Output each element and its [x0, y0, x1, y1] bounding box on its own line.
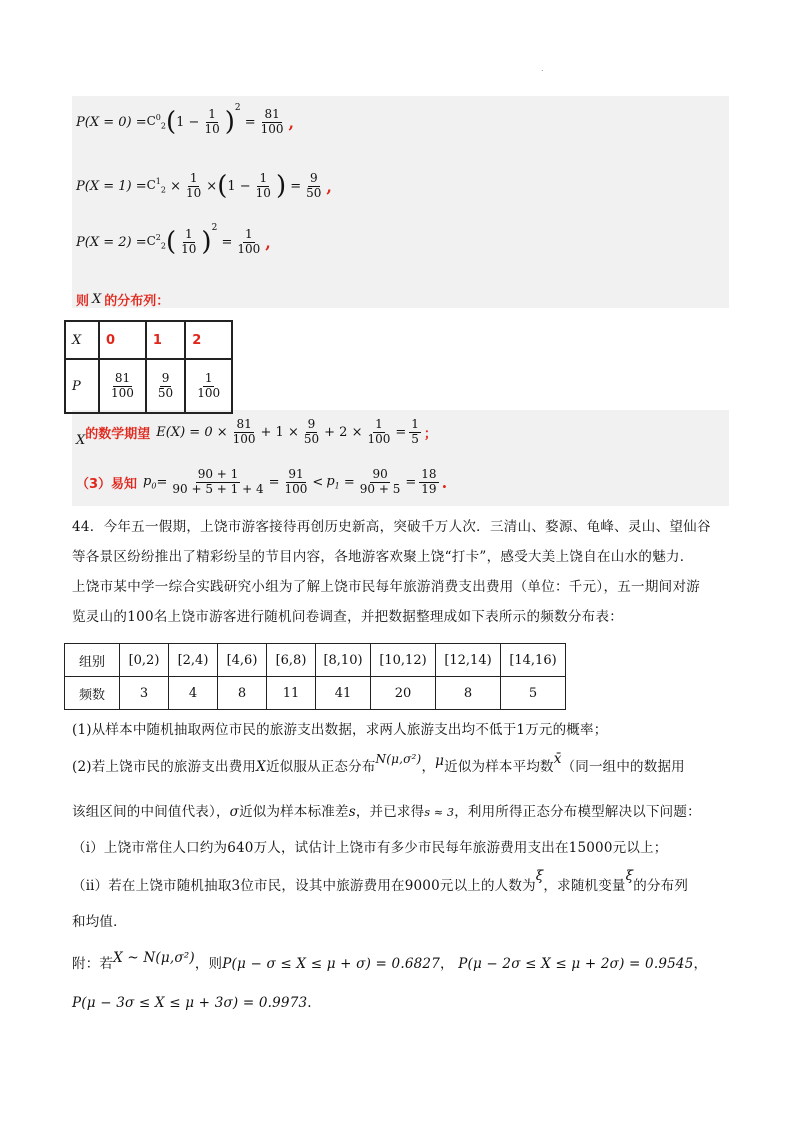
- fraction: $\frac{90}{90 + 5}$: [359, 466, 401, 496]
- part3-label: （3）易知: [76, 476, 138, 492]
- fraction: $\frac{1}{10}$: [186, 170, 202, 200]
- table-row: [65, 677, 566, 710]
- table-cell: 4: [169, 677, 218, 710]
- part3-line: （3）易知 $p_0$ = $\frac{90 + 1}{90 + 5 + 1 + 4}$ = $\frac{91}{100}$ < $p_1$ = $\frac{90}{90 + 5}$ = $\frac{18}{19}$ .: [76, 466, 448, 496]
- fraction-result: $\frac{1}{100}$: [237, 226, 261, 256]
- comma: ,: [288, 112, 295, 132]
- expectation-label: 的数学期望: [85, 426, 151, 442]
- fraction-result: $\frac{81}{100}$: [260, 106, 284, 136]
- table-cell: $\frac{81}{100}$: [99, 359, 146, 413]
- formula-paren-text: 1 −: [176, 114, 200, 130]
- fraction: $\frac{1}{10}$: [255, 170, 271, 200]
- p1-symbol: $p_1$: [326, 473, 340, 491]
- table-cell: [12,14): [436, 644, 501, 677]
- reference-line-2: P(μ − 3σ ≤ X ≤ μ + 3σ) = 0.9973.: [72, 995, 312, 1011]
- table-cell: 0: [99, 321, 146, 359]
- fraction: $\frac{9}{50}$: [303, 416, 320, 446]
- exponent: 2: [234, 103, 241, 113]
- table-cell: 2: [185, 321, 232, 359]
- formula-p2: P(X = 2) = $C^2_2$ ( $\frac{1}{10}$ ) 2 = $\frac{1}{100}$ ,: [76, 223, 271, 257]
- combination: $C^1_2$: [146, 177, 166, 195]
- table-cell: [4,6): [218, 644, 267, 677]
- expectation-line: X 的数学期望 E(X) = 0 × $\frac{81}{100}$ + 1 × $\frac{9}{50}$ + 2 × $\frac{1}{100}$ = $\frac{1}{5}$ ；: [76, 416, 437, 448]
- table-cell: [6,8): [267, 644, 316, 677]
- header-dot: .: [541, 64, 544, 73]
- table-cell: [8,10): [316, 644, 371, 677]
- formula-paren-text: 1 −: [227, 178, 251, 194]
- table-cell: 41: [316, 677, 371, 710]
- fraction: $\frac{91}{100}$: [284, 466, 308, 496]
- question-ii-line-2: 和均值．: [72, 914, 127, 930]
- table-cell: [14,16): [501, 644, 566, 677]
- intro-line: 览灵山的100名上饶市游客进行随机问卷调查，并把数据整理成如下表所示的频数分布表：: [72, 609, 624, 625]
- fraction: $\frac{1}{10}$: [181, 226, 197, 256]
- expectation-lhs: E(X) = 0 ×: [156, 424, 228, 440]
- table-cell: [10,12): [371, 644, 436, 677]
- table-cell: [2,4): [169, 644, 218, 677]
- fraction: $\frac{90 + 1}{90 + 5 + 1 + 4}$: [172, 466, 264, 496]
- table-cell: X: [65, 321, 99, 359]
- intro-line: 等各景区纷纷推出了精彩纷呈的节目内容，各地游客欢聚上饶“打卡”，感受大美上饶自在山水的魅力．: [72, 549, 694, 565]
- comma: ,: [326, 176, 332, 196]
- intro-line: 上饶市某中学一综合实践研究小组为了解上饶市民每年旅游消费支出费用（单位：千元），五一期间对游: [72, 579, 701, 595]
- fraction: $\frac{1}{10}$: [204, 106, 220, 136]
- exponent: 2: [211, 223, 218, 233]
- table-row: [65, 359, 232, 413]
- formula-p1: P(X = 1) = $C^1_2$ × $\frac{1}{10}$ × ( 1 − $\frac{1}{10}$ ) = $\frac{9}{50}$ ,: [76, 170, 332, 201]
- table-cell: 11: [267, 677, 316, 710]
- intro-line: 44．今年五一假期，上饶市游客接待再创历史新高，突破千万人次．三清山、婺源、龟峰、灵山、望仙谷: [72, 519, 711, 535]
- fraction-result: $\frac{1}{5}$: [411, 416, 419, 446]
- table-cell: 1: [146, 321, 185, 359]
- expectation-var: X: [76, 432, 86, 448]
- distribution-table: [64, 320, 233, 414]
- formula-lhs: P(X = 2) =: [76, 234, 147, 250]
- table-cell: 8: [436, 677, 501, 710]
- table-cell: $\frac{9}{50}$: [146, 359, 185, 413]
- fraction: $\frac{81}{100}$: [232, 416, 256, 446]
- distribution-heading: 则 X 的分布列：: [76, 292, 170, 309]
- table-cell: [0,2): [120, 644, 169, 677]
- frequency-table: [64, 643, 566, 710]
- problem44-intro: [72, 512, 732, 632]
- table-cell: 5: [501, 677, 566, 710]
- formula-lhs: P(X = 0) =: [76, 114, 147, 130]
- fraction-result: $\frac{9}{50}$: [306, 170, 322, 200]
- table-cell: $\frac{1}{100}$: [185, 359, 232, 413]
- question-1: (1)从样本中随机抽取两位市民的旅游支出数据，求两人旅游支出均不低于1万元的概率；: [72, 722, 608, 738]
- question-ii-line-1: （ⅱ）若在上饶市随机抽取3位市民，设其中旅游费用在9000元以上的人数为ξ，求随机变量ξ的分布列: [72, 868, 689, 894]
- combination: $C^0_2$: [146, 113, 166, 131]
- table-cell: 8: [218, 677, 267, 710]
- table-row: [65, 644, 566, 677]
- formula-p0: P(X = 0) = $C^0_2$ ( 1 − $\frac{1}{10}$ ) 2 = $\frac{81}{100}$ ,: [76, 103, 295, 137]
- table-cell: 20: [371, 677, 436, 710]
- table-row: [65, 321, 232, 359]
- table-header-cell: 组别: [65, 644, 120, 677]
- table-header-cell: 频数: [65, 677, 120, 710]
- table-cell: P: [65, 359, 99, 413]
- fraction: $\frac{1}{100}$: [367, 416, 391, 446]
- table-cell: 3: [120, 677, 169, 710]
- question-2-line-1: (2)若上饶市民的旅游支出费用X近似服从正态分布N(μ,σ²)，μ近似为样本平均数x̄（同一组中的数据用: [72, 751, 685, 775]
- comma: ,: [265, 232, 271, 252]
- question-i: （ⅰ）上饶市常住人口约为640万人，试估计上饶市有多少市民每年旅游费用支出在15000元以上；: [72, 840, 668, 856]
- p0-symbol: $p_0$: [143, 473, 157, 491]
- reference-line-1: 附：若X ~ N(μ,σ²)，则P(μ − σ ≤ X ≤ μ + σ) = 0.6827， P(μ − 2σ ≤ X ≤ μ + 2σ) = 0.9545，: [72, 950, 708, 972]
- combination: $C^2_2$: [146, 233, 166, 251]
- formula-lhs: P(X = 1) =: [76, 178, 147, 194]
- question-2-line-2: 该组区间的中间值代表），σ近似为样本标准差s，并已求得s ≈ 3，利用所得正态分布模型解决以下问题：: [72, 804, 701, 820]
- fraction-result: $\frac{18}{19}$: [421, 466, 437, 496]
